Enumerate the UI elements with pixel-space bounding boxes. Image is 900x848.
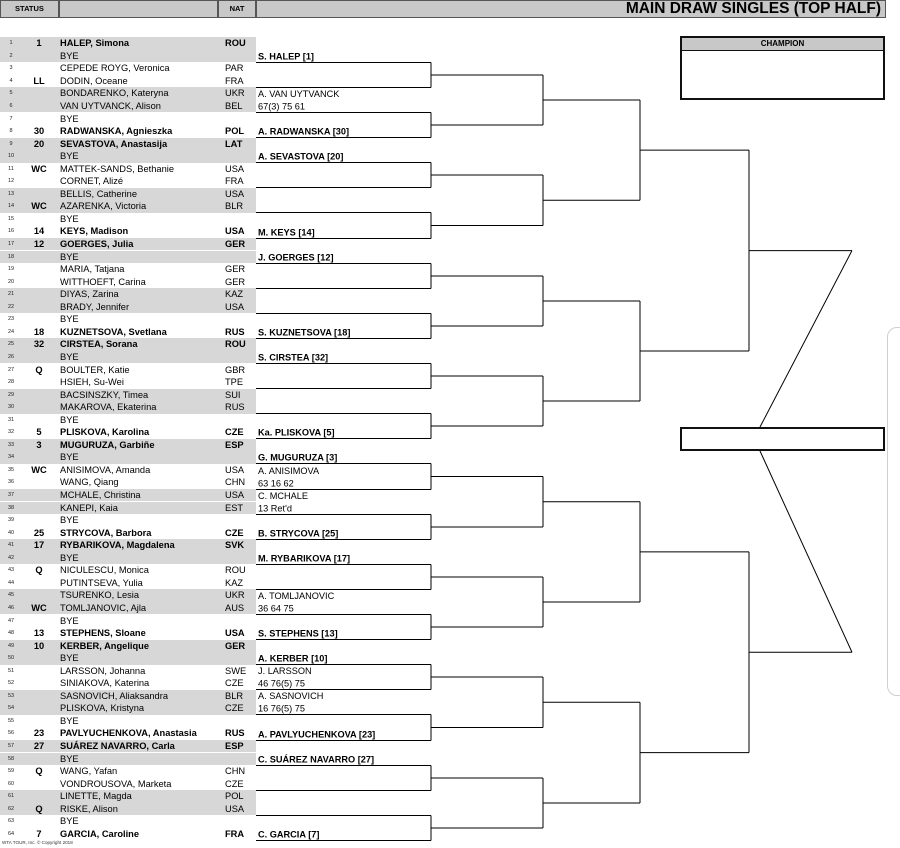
draw-position: 57 [7, 743, 15, 749]
draw-position: 52 [7, 680, 15, 687]
player-name: BYE [60, 653, 79, 664]
champion-box [680, 36, 885, 100]
player-nation: FRA [225, 176, 244, 187]
round2-winner: S. KUZNETSOVA [18] [258, 327, 351, 338]
player-name: BACSINSZKY, Timea [60, 389, 149, 400]
player-nation: USA [225, 301, 245, 312]
player-nation: GER [225, 276, 246, 287]
player-name: KERBER, Angelique [60, 640, 150, 651]
player-name: WANG, Yafan [60, 766, 118, 777]
player-nation: SWE [225, 665, 247, 676]
draw-position: 16 [7, 228, 15, 235]
draw-position: 21 [7, 291, 15, 298]
round2-winner: S. CIRSTEA [32] [258, 352, 329, 363]
player-name: MARIA, Tatjana [60, 264, 125, 275]
player-nation: SUI [225, 389, 241, 400]
round2-winner: A. RADWANSKA [30] [258, 126, 350, 137]
draw-position: 35 [7, 466, 15, 473]
seed-status: 13 [33, 628, 45, 639]
player-name: MUGURUZA, Garbiñe [60, 439, 155, 450]
draw-position: 61 [7, 793, 15, 800]
round2-winner: A. SASNOVICH [258, 691, 324, 701]
player-name: CIRSTEA, Sorana [60, 339, 138, 350]
player-name: BYE [60, 515, 79, 526]
player-name: BELLIS, Catherine [60, 188, 138, 199]
draw-position: 15 [7, 215, 15, 222]
player-nation: ROU [225, 339, 246, 350]
player-name: BYE [60, 50, 79, 61]
seed-status: 18 [33, 326, 45, 337]
draw-position: 26 [7, 353, 15, 360]
player-nation: KAZ [225, 577, 244, 588]
player-name: NICULESCU, Monica [60, 565, 149, 576]
player-nation: EST [225, 502, 244, 513]
round2-winner: M. KEYS [14] [258, 227, 315, 238]
seed-status: WC [31, 163, 47, 174]
draw-position: 25 [7, 341, 15, 348]
player-name: MATTEK-SANDS, Bethanie [60, 163, 175, 174]
player-name: RYBARIKOVA, Magdalena [60, 540, 175, 551]
seed-status: 27 [33, 741, 45, 751]
draw-position: 43 [7, 567, 15, 574]
seed-status: 17 [33, 540, 45, 551]
draw-position: 37 [7, 492, 15, 498]
player-name: CORNET, Alizé [60, 176, 124, 187]
side-panel[interactable] [887, 327, 900, 696]
player-nation: UKR [225, 590, 245, 601]
draw-position: 19 [7, 266, 15, 273]
player-name: ANISIMOVA, Amanda [60, 464, 151, 475]
draw-position: 32 [7, 429, 15, 436]
draw-position: 1 [9, 40, 13, 47]
draw-position: 44 [7, 579, 15, 586]
page-title: MAIN DRAW SINGLES (TOP HALF) [256, 0, 886, 18]
draw-position: 7 [9, 115, 13, 122]
player-nation: BLR [225, 201, 244, 212]
round2-winner: S. STEPHENS [13] [258, 628, 338, 639]
draw-position: 47 [7, 617, 15, 624]
player-name: LINETTE, Magda [60, 791, 132, 802]
player-nation: FRA [225, 828, 245, 839]
draw-position: 28 [7, 379, 15, 386]
nat-column-header: NAT [218, 0, 256, 18]
draw-position: 13 [7, 190, 15, 197]
seed-status: 1 [36, 38, 42, 49]
seed-status: 23 [33, 728, 45, 739]
player-name: BYE [60, 452, 79, 463]
draw-position: 20 [7, 278, 15, 285]
player-nation: ROU [225, 565, 246, 576]
draw-position: 34 [7, 454, 15, 461]
player-name: RADWANSKA, Agnieszka [60, 126, 173, 137]
draw-position: 45 [7, 592, 15, 599]
player-nation: ESP [225, 439, 244, 450]
round2-score: 67(3) 75 61 [258, 101, 305, 112]
round2-score: 16 76(5) 75 [258, 703, 305, 714]
player-name: STEPHENS, Sloane [60, 628, 146, 639]
player-nation: PAR [225, 63, 244, 74]
draw-position: 12 [7, 178, 15, 185]
draw-position: 58 [7, 755, 15, 762]
draw-position: 46 [7, 604, 15, 611]
round2-winner: C. GARCIA [7] [258, 829, 320, 840]
player-nation: CZE [225, 778, 244, 789]
seed-status: WC [31, 464, 47, 475]
status-column-header: STATUS [0, 0, 59, 18]
player-nation: CZE [225, 527, 244, 538]
draw-position: 4 [9, 77, 13, 84]
draw-position: 60 [7, 780, 15, 787]
player-name: GOERGES, Julia [60, 239, 134, 249]
draw-position: 54 [7, 705, 15, 712]
seed-status: 14 [33, 226, 45, 237]
player-nation: GER [225, 239, 246, 249]
player-nation: USA [225, 803, 245, 814]
player-name: KANEPI, Kaia [60, 502, 118, 513]
player-nation: UKR [225, 88, 245, 99]
draw-position: 38 [7, 504, 15, 511]
round2-winner: A. SEVASTOVA [20] [258, 151, 344, 162]
draw-position: 56 [7, 730, 15, 737]
player-nation: USA [225, 490, 245, 500]
player-name: SUÁREZ NAVARRO, Carla [60, 741, 175, 751]
player-name: RISKE, Alison [60, 803, 118, 814]
draw-position: 48 [7, 630, 15, 637]
seed-status: 30 [33, 126, 45, 137]
player-name: PLISKOVA, Karolina [60, 427, 150, 438]
draw-position: 62 [7, 805, 15, 812]
player-name: TSURENKO, Lesia [60, 590, 140, 601]
player-nation: GER [225, 264, 246, 275]
player-name: STRYCOVA, Barbora [60, 527, 152, 538]
player-name: TOMLJANOVIC, Ajla [60, 602, 147, 613]
round2-winner: A. KERBER [10] [258, 653, 328, 664]
player-nation: FRA [225, 75, 244, 86]
round2-winner: A. VAN UYTVANCK [258, 89, 340, 99]
player-name: BRADY, Jennifer [60, 301, 130, 312]
draw-position: 8 [9, 128, 13, 135]
draw-position: 29 [7, 391, 15, 398]
player-name: SINIAKOVA, Katerina [60, 678, 150, 689]
round2-winner: B. STRYCOVA [25] [258, 528, 339, 539]
seed-status: 12 [33, 239, 45, 249]
draw-position: 55 [7, 717, 15, 724]
draw-position: 14 [7, 203, 15, 210]
round2-winner: J. LARSSON [258, 666, 312, 676]
player-nation: USA [225, 628, 245, 639]
player-nation: GER [225, 640, 246, 651]
player-nation: RUS [225, 728, 245, 739]
draw-position: 64 [7, 830, 15, 837]
player-name: PAVLYUCHENKOVA, Anastasia [60, 728, 197, 739]
player-name: BOULTER, Katie [60, 364, 130, 375]
draw-position: 51 [7, 667, 15, 674]
player-nation: POL [225, 791, 244, 802]
round2-winner: M. RYBARIKOVA [17] [258, 553, 351, 564]
player-name: PLISKOVA, Kristyna [60, 703, 145, 714]
player-nation: AUS [225, 602, 245, 613]
seed-status: LL [33, 75, 45, 86]
draw-position: 36 [7, 479, 15, 486]
draw-position: 22 [7, 303, 15, 310]
seed-status: WC [31, 602, 47, 613]
draw-position: 10 [7, 153, 15, 160]
champion-label: CHAMPION [682, 38, 883, 51]
player-name: BYE [60, 213, 79, 224]
player-name: BYE [60, 151, 79, 162]
seed-status: Q [35, 803, 43, 814]
seed-status: Q [35, 364, 43, 375]
copyright-note: WTA TOUR, Inc. © Copyright 2018 [2, 840, 73, 845]
draw-position: 27 [7, 366, 15, 373]
player-name: SEVASTOVA, Anastasija [60, 138, 168, 149]
seed-status: Q [35, 565, 43, 576]
round2-winner: G. MUGURUZA [3] [258, 452, 338, 463]
semifinal-diagonal [760, 251, 852, 427]
player-nation: TPE [225, 377, 244, 388]
draw-position: 33 [7, 441, 15, 448]
draw-position: 53 [7, 692, 15, 699]
round2-score: 36 64 75 [258, 603, 294, 614]
player-name: WITTHOEFT, Carina [60, 276, 146, 287]
player-name: BYE [60, 414, 79, 425]
round2-score: 13 Ret'd [258, 503, 292, 514]
player-nation: CZE [225, 427, 244, 438]
player-name: VONDROUSOVA, Marketa [60, 778, 172, 789]
player-name: BYE [60, 715, 79, 726]
draw-position: 24 [7, 328, 15, 335]
seed-status: 5 [36, 427, 42, 438]
round2-winner: A. TOMLJANOVIC [258, 591, 335, 601]
draw-position: 30 [7, 404, 15, 411]
round2-winner: A. ANISIMOVA [258, 466, 320, 476]
seed-status: 20 [33, 138, 45, 149]
player-nation: CHN [225, 477, 246, 488]
player-nation: USA [225, 188, 245, 199]
player-name: BYE [60, 351, 79, 362]
draw-position: 3 [9, 65, 13, 72]
player-nation: ROU [225, 38, 246, 49]
player-name: VAN UYTVANCK, Alison [60, 100, 161, 111]
player-name: BYE [60, 753, 79, 764]
draw-position: 9 [9, 140, 13, 147]
seed-status: Q [35, 766, 43, 777]
player-name: BYE [60, 552, 79, 563]
player-nation: POL [225, 126, 245, 137]
player-name: SASNOVICH, Aliaksandra [60, 690, 168, 701]
player-name: AZARENKA, Victoria [60, 201, 147, 212]
seed-status: 10 [33, 640, 45, 651]
draw-position: 49 [7, 642, 15, 649]
player-nation: LAT [225, 138, 243, 149]
player-name: BYE [60, 816, 79, 827]
draw-position: 17 [7, 241, 15, 247]
player-nation: CHN [225, 766, 246, 777]
player-nation: RUS [225, 326, 245, 337]
round2-winner: A. PAVLYUCHENKOVA [23] [258, 729, 376, 740]
round2-score: 63 16 62 [258, 478, 294, 489]
semifinal-diagonal [760, 451, 852, 652]
player-name: HSIEH, Su-Wei [60, 377, 124, 388]
draw-position: 41 [7, 542, 15, 549]
player-name: BYE [60, 251, 79, 262]
player-nation: USA [225, 163, 245, 174]
draw-position: 59 [7, 768, 15, 775]
draw-position: 50 [7, 655, 15, 662]
player-name: BYE [60, 314, 79, 325]
round2-winner: Ka. PLISKOVA [5] [258, 427, 335, 438]
player-name: DIYAS, Zarina [60, 289, 119, 300]
seed-status: 3 [36, 439, 42, 450]
seed-status: 32 [33, 339, 45, 350]
player-nation: GBR [225, 364, 246, 375]
draw-position: 63 [7, 818, 15, 825]
player-name: CEPEDE ROYG, Veronica [60, 63, 170, 74]
player-name: DODIN, Oceane [60, 75, 128, 86]
player-name: MCHALE, Christina [60, 490, 141, 500]
seed-status: 25 [33, 527, 45, 538]
player-nation: RUS [225, 402, 245, 413]
draw-position: 2 [9, 52, 13, 59]
player-name: GARCIA, Caroline [60, 828, 140, 839]
player-name: BYE [60, 615, 79, 626]
round2-winner: C. MCHALE [258, 491, 309, 501]
player-nation: ESP [225, 741, 244, 751]
player-nation: BLR [225, 690, 244, 701]
draw-position: 42 [7, 554, 15, 561]
player-name: KEYS, Madison [60, 226, 129, 237]
player-nation: USA [225, 464, 245, 475]
draw-position: 6 [9, 102, 13, 109]
seed-status: WC [31, 201, 47, 212]
player-name: MAKAROVA, Ekaterina [60, 402, 157, 413]
player-nation: CZE [225, 703, 244, 714]
draw-position: 39 [7, 517, 15, 524]
draw-position: 40 [7, 529, 15, 536]
player-nation: CZE [225, 678, 244, 689]
player-name: KUZNETSOVA, Svetlana [60, 326, 167, 337]
round2-score: 46 76(5) 75 [258, 678, 305, 689]
seed-status: 7 [36, 828, 42, 839]
player-name: HALEP, Simona [60, 38, 130, 49]
player-name: LARSSON, Johanna [60, 665, 146, 676]
draw-position: 5 [9, 90, 13, 97]
round2-winner: S. HALEP [1] [258, 51, 314, 62]
draw-position: 23 [7, 316, 15, 323]
player-nation: BEL [225, 100, 243, 111]
player-name: BONDARENKO, Kateryna [60, 88, 169, 99]
round2-winner: C. SUÁREZ NAVARRO [27] [258, 754, 375, 765]
draw-position: 11 [8, 165, 14, 172]
draw-position: 31 [7, 416, 15, 423]
player-nation: USA [225, 226, 245, 237]
round2-winner: J. GOERGES [12] [258, 252, 334, 263]
finalist-box [680, 427, 885, 451]
player-nation: KAZ [225, 289, 244, 300]
player-name: BYE [60, 113, 79, 124]
player-name: WANG, Qiang [60, 477, 119, 488]
player-nation: SVK [225, 540, 245, 551]
draw-position: 18 [7, 253, 15, 260]
player-name: PUTINTSEVA, Yulia [60, 577, 143, 588]
